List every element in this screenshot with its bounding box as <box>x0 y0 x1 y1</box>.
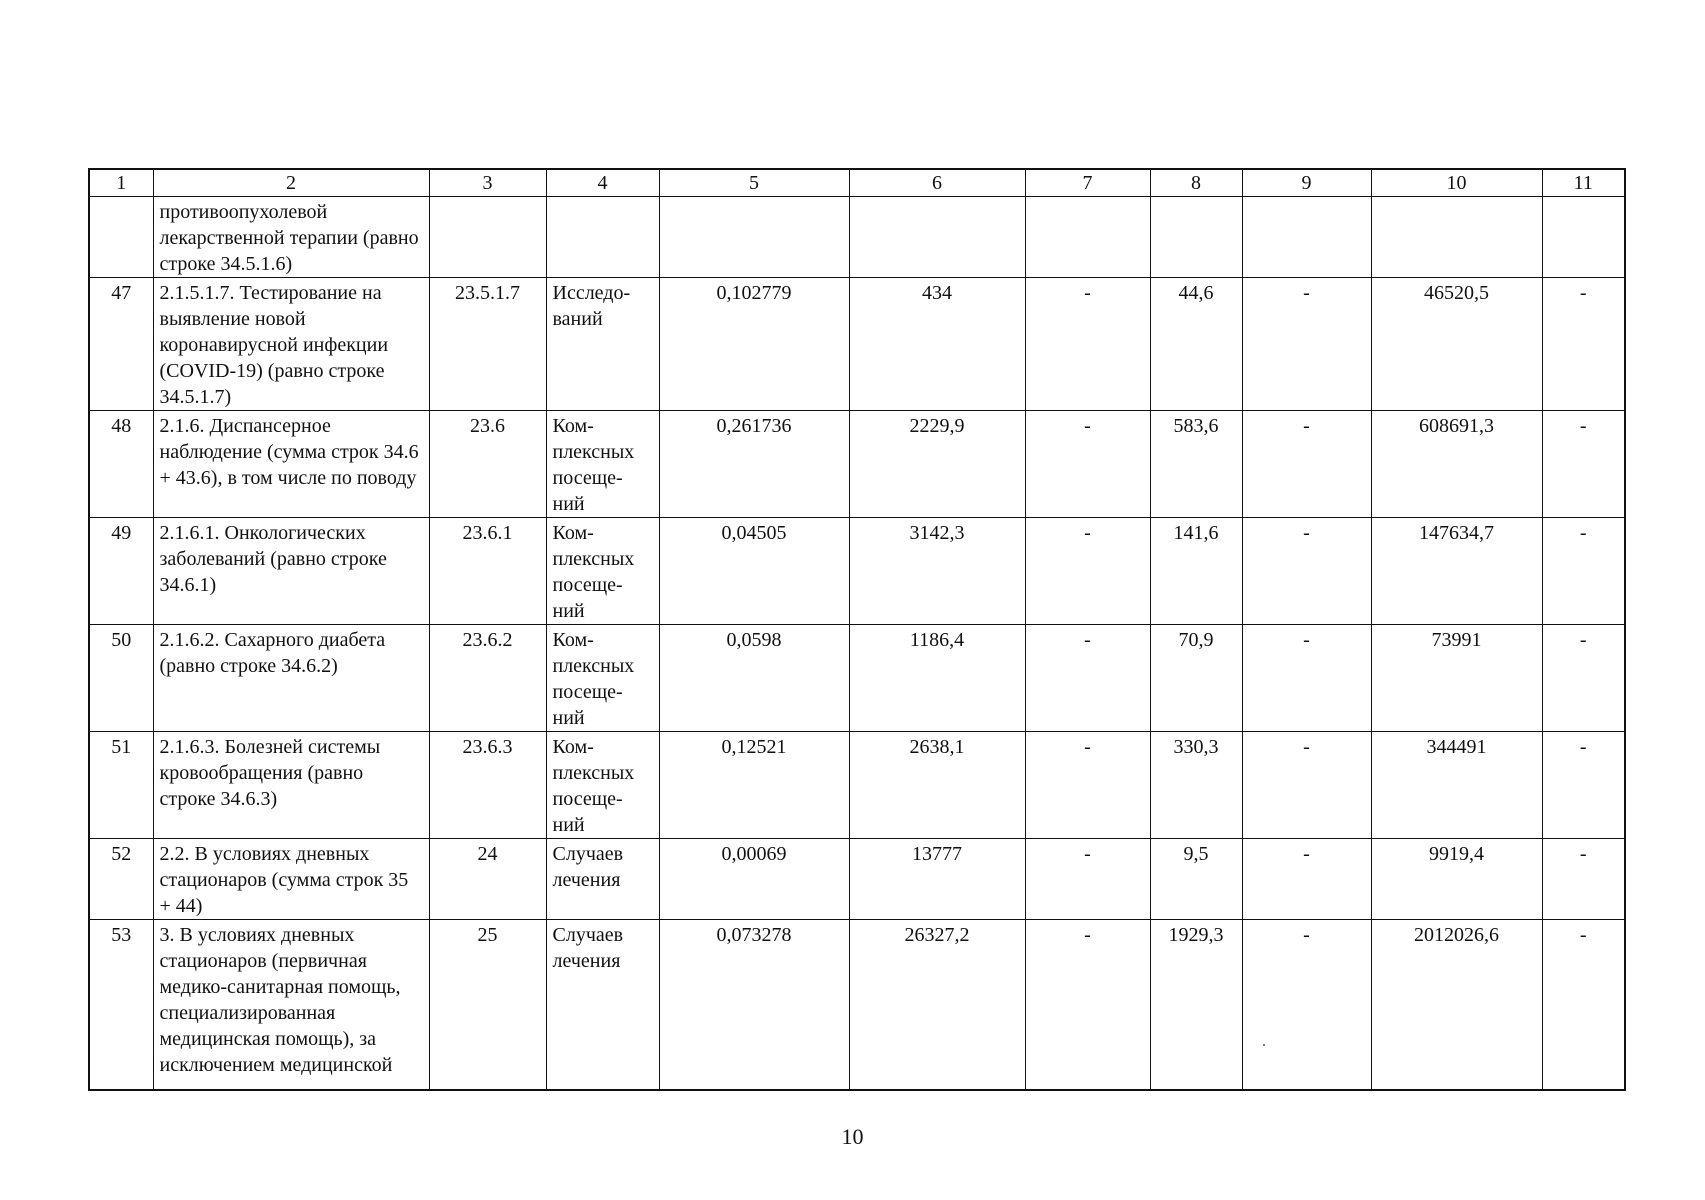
indicator-name-cell: 2.1.6.3. Болезней системы кровообращения (равно строке 34.6.3) <box>153 732 429 839</box>
row-number-cell: 53 <box>89 920 153 1090</box>
header-row <box>89 169 1625 197</box>
value-cell-col8: 44,6 <box>1150 278 1242 411</box>
value-cell-col7: - <box>1025 839 1150 920</box>
value-cell-col10: 344491 <box>1371 732 1542 839</box>
data-table <box>88 168 1626 1091</box>
value-cell-col6: 2229,9 <box>849 411 1025 518</box>
value-cell-col5: 0,04505 <box>659 518 849 625</box>
value-cell-col11: - <box>1542 625 1625 732</box>
value-cell-col6: 26327,2 <box>849 920 1025 1090</box>
indicator-name-cell: 2.2. В условиях дневных стационаров (сумма строк 35 + 44) <box>153 839 429 920</box>
value-cell-col10: 147634,7 <box>1371 518 1542 625</box>
column-header-9: 9 <box>1242 169 1371 197</box>
value-cell-col8: 1929,3 <box>1150 920 1242 1090</box>
unit-cell: Случаев лечения <box>546 839 659 920</box>
value-cell-col8: 330,3 <box>1150 732 1242 839</box>
value-cell-col11: - <box>1542 518 1625 625</box>
row-code-cell: 23.6.3 <box>429 732 546 839</box>
value-cell-col5: 0,0598 <box>659 625 849 732</box>
table-body <box>89 197 1625 1090</box>
page-number: 10 <box>841 1124 864 1149</box>
table-row <box>89 278 1625 411</box>
column-header-11: 11 <box>1542 169 1625 197</box>
column-header-1: 1 <box>89 169 153 197</box>
unit-cell: Исследо-ваний <box>546 278 659 411</box>
column-header-4: 4 <box>546 169 659 197</box>
column-header-5: 5 <box>659 169 849 197</box>
value-cell-col8: 583,6 <box>1150 411 1242 518</box>
table-row <box>89 411 1625 518</box>
column-header-7: 7 <box>1025 169 1150 197</box>
value-cell-col5: 0,102779 <box>659 278 849 411</box>
value-cell-col7: - <box>1025 732 1150 839</box>
table-row <box>89 920 1625 1090</box>
unit-cell: Ком-плексных посеще-ний <box>546 518 659 625</box>
column-header-10: 10 <box>1371 169 1542 197</box>
value-cell-col5: 0,12521 <box>659 732 849 839</box>
row-code-cell <box>429 197 546 278</box>
row-code-cell: 23.6 <box>429 411 546 518</box>
value-cell-col11: - <box>1542 732 1625 839</box>
value-cell-col10: 2012026,6 <box>1371 920 1542 1090</box>
value-cell-col5 <box>659 197 849 278</box>
indicator-name-cell: 2.1.6.2. Сахарного диабета (равно строке 34.6.2) <box>153 625 429 732</box>
indicator-name-cell: 3. В условиях дневных стационаров (первичная медико-санитарная помощь, специализированная медицинская помощь), за исключением медицинской <box>153 920 429 1090</box>
row-number-cell <box>89 197 153 278</box>
indicator-name-cell: противоопухолевой лекарственной терапии (равно строке 34.5.1.6) <box>153 197 429 278</box>
row-code-cell: 23.5.1.7 <box>429 278 546 411</box>
value-cell-col5: 0,261736 <box>659 411 849 518</box>
row-code-cell: 24 <box>429 839 546 920</box>
indicator-name-cell: 2.1.5.1.7. Тестирование на выявление новой коронавирусной инфекции (COVID-19) (равно строке 34.5.1.7) <box>153 278 429 411</box>
value-cell-col7: - <box>1025 625 1150 732</box>
indicator-name-cell: 2.1.6. Диспансерное наблюдение (сумма строк 34.6 + 43.6), в том числе по поводу <box>153 411 429 518</box>
value-cell-col9: - <box>1242 920 1371 1090</box>
value-cell-col6 <box>849 197 1025 278</box>
column-header-3: 3 <box>429 169 546 197</box>
row-number-cell: 50 <box>89 625 153 732</box>
value-cell-col6: 434 <box>849 278 1025 411</box>
value-cell-col5: 0,00069 <box>659 839 849 920</box>
row-code-cell: 23.6.2 <box>429 625 546 732</box>
row-number-cell: 49 <box>89 518 153 625</box>
row-number-cell: 48 <box>89 411 153 518</box>
value-cell-col11 <box>1542 197 1625 278</box>
value-cell-col7: - <box>1025 920 1150 1090</box>
table-row <box>89 732 1625 839</box>
table-row <box>89 197 1625 278</box>
value-cell-col9: - <box>1242 518 1371 625</box>
value-cell-col11: - <box>1542 839 1625 920</box>
value-cell-col10: 608691,3 <box>1371 411 1542 518</box>
value-cell-col10: 46520,5 <box>1371 278 1542 411</box>
table-row <box>89 625 1625 732</box>
value-cell-col9: - <box>1242 625 1371 732</box>
value-cell-col11: - <box>1542 411 1625 518</box>
value-cell-col10: 73991 <box>1371 625 1542 732</box>
row-code-cell: 25 <box>429 920 546 1090</box>
value-cell-col7: - <box>1025 411 1150 518</box>
value-cell-col5: 0,073278 <box>659 920 849 1090</box>
unit-cell: Случаев лечения <box>546 920 659 1090</box>
value-cell-col8: 141,6 <box>1150 518 1242 625</box>
value-cell-col6: 3142,3 <box>849 518 1025 625</box>
value-cell-col8 <box>1150 197 1242 278</box>
value-cell-col9: - <box>1242 839 1371 920</box>
value-cell-col7: - <box>1025 278 1150 411</box>
column-header-8: 8 <box>1150 169 1242 197</box>
unit-cell <box>546 197 659 278</box>
value-cell-col9 <box>1242 197 1371 278</box>
value-cell-col9: - <box>1242 732 1371 839</box>
table-row <box>89 839 1625 920</box>
unit-cell: Ком-плексных посеще-ний <box>546 625 659 732</box>
value-cell-col11: - <box>1542 278 1625 411</box>
row-code-cell: 23.6.1 <box>429 518 546 625</box>
row-number-cell: 47 <box>89 278 153 411</box>
indicator-name-cell: 2.1.6.1. Онкологических заболеваний (равно строке 34.6.1) <box>153 518 429 625</box>
value-cell-col10: 9919,4 <box>1371 839 1542 920</box>
value-cell-col6: 1186,4 <box>849 625 1025 732</box>
column-header-6: 6 <box>849 169 1025 197</box>
value-cell-col9: - <box>1242 278 1371 411</box>
value-cell-col8: 9,5 <box>1150 839 1242 920</box>
value-cell-col7 <box>1025 197 1150 278</box>
value-cell-col6: 13777 <box>849 839 1025 920</box>
unit-cell: Ком-плексных посеще-ний <box>546 732 659 839</box>
value-cell-col10 <box>1371 197 1542 278</box>
unit-cell: Ком-плексных посеще-ний <box>546 411 659 518</box>
row-number-cell: 52 <box>89 839 153 920</box>
value-cell-col6: 2638,1 <box>849 732 1025 839</box>
column-header-2: 2 <box>153 169 429 197</box>
table-header <box>89 169 1625 197</box>
scan-speck <box>1263 1044 1265 1046</box>
value-cell-col7: - <box>1025 518 1150 625</box>
value-cell-col11: - <box>1542 920 1625 1090</box>
value-cell-col9: - <box>1242 411 1371 518</box>
row-number-cell: 51 <box>89 732 153 839</box>
table-row <box>89 518 1625 625</box>
value-cell-col8: 70,9 <box>1150 625 1242 732</box>
